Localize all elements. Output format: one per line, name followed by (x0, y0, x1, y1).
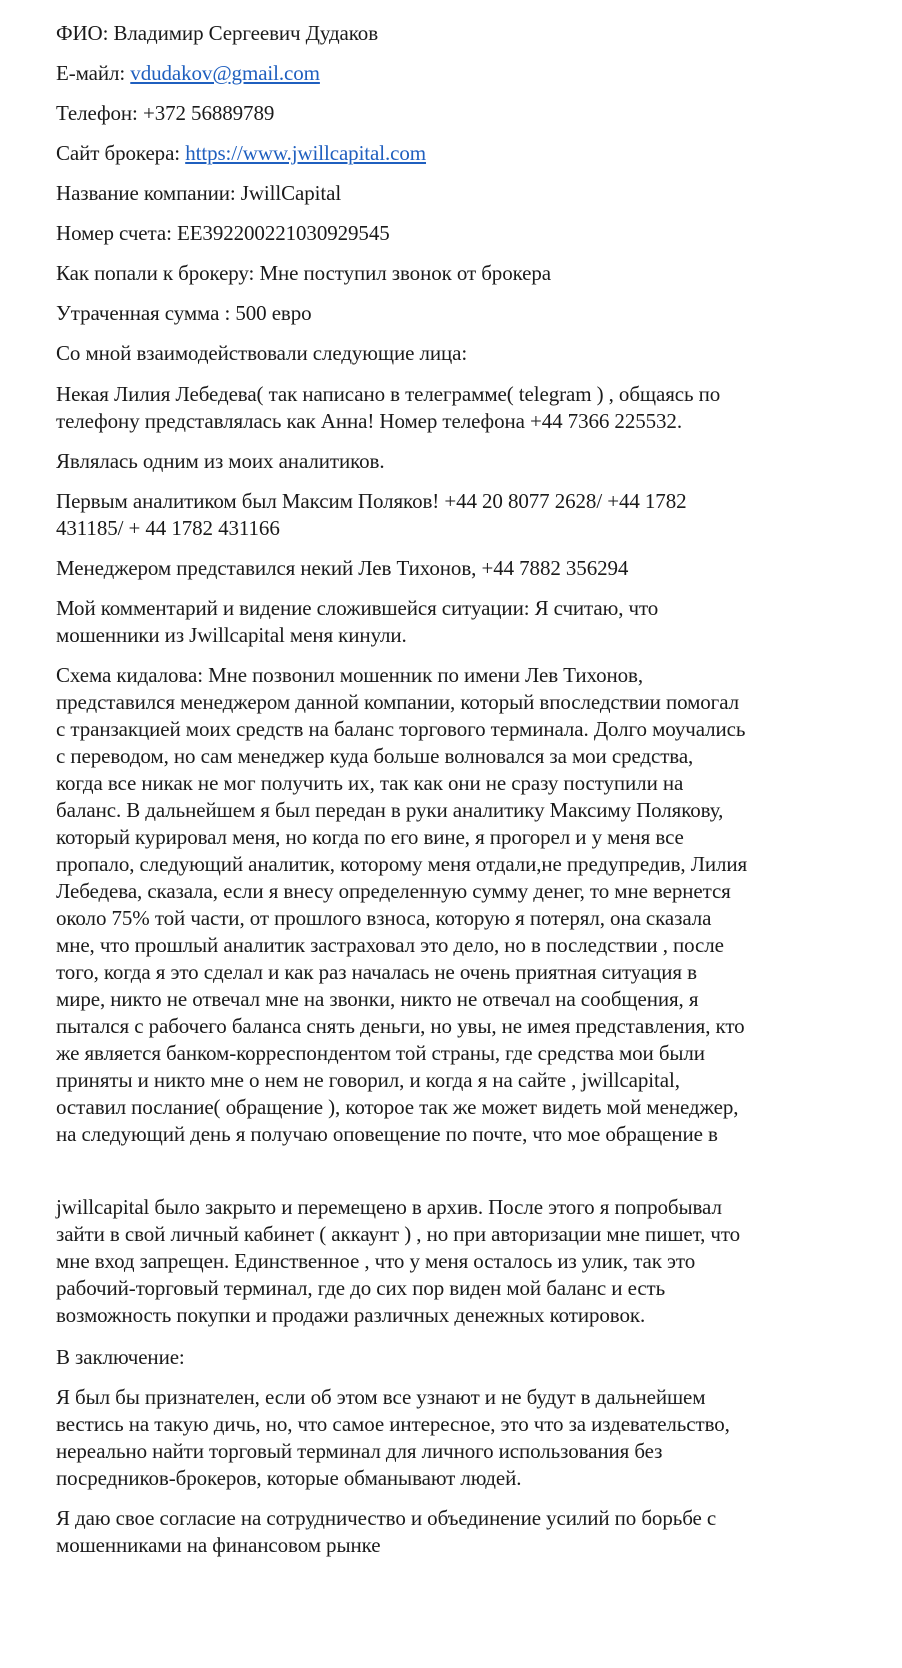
paragraph-line: возможность покупки и продажи различных денежных котировок. (56, 1303, 646, 1327)
field-account (56, 220, 390, 247)
paragraph-conclusion (56, 1384, 730, 1492)
email-link[interactable]: vdudakov@gmail.com (130, 61, 320, 85)
paragraph-line: Первым аналитиком был Максим Поляков! +44 20 8077 2628/ +44 1782 (56, 489, 687, 513)
paragraph-analyst (56, 448, 385, 475)
paragraph-line: представился менеджером данной компании, который впоследствии помогал (56, 690, 739, 714)
field-email-label: Е-майл: (56, 61, 126, 85)
paragraph-line: В заключение: (56, 1345, 185, 1369)
paragraph-line: Мой комментарий и видение сложившейся ситуации: Я считаю, что (56, 596, 659, 620)
field-email (56, 60, 320, 87)
field-how (56, 260, 551, 287)
paragraph-scheme-part1 (56, 662, 747, 1148)
paragraph-line: Лебедева, сказала, если я внесу определенную сумму денег, то мне вернется (56, 879, 731, 903)
conclusion-heading (56, 1344, 185, 1371)
paragraph-line: Я даю свое согласие на сотрудничество и объединение усилий по борьбе с (56, 1506, 717, 1530)
paragraph-line: 431185/ + 44 1782 431166 (56, 516, 280, 540)
paragraph-line: когда все никак не мог получить их, так как они не сразу поступили на (56, 771, 684, 795)
paragraph-line: оставил послание( обращение ), которое так же может видеть мой менеджер, (56, 1095, 739, 1119)
paragraph-line: мошенники из Jwillcapital меня кинули. (56, 623, 407, 647)
field-phone-value: +372 56889789 (142, 101, 275, 125)
paragraph-line: jwillcapital было закрыто и перемещено в архив. После этого я попробывал (56, 1195, 722, 1219)
paragraph-line: мире, никто не отвечал мне на звонки, никто не отвечал на сообщения, я (56, 987, 699, 1011)
field-phone (56, 100, 274, 127)
field-site (56, 140, 426, 167)
paragraph-line: который курировал меня, но когда по его вине, я прогорел и у меня все (56, 825, 684, 849)
paragraph-line: же является банком-корреспондентом той страны, где средства мои были (56, 1041, 705, 1065)
paragraph-line: приняты и никто мне о нем не говорил, и когда я на сайте , jwillcapital, (56, 1068, 680, 1092)
field-lost (56, 300, 312, 327)
field-lost-value: 500 евро (235, 301, 312, 325)
paragraph-line: Менеджером представился некий Лев Тихонов, +44 7882 356294 (56, 556, 629, 580)
paragraph-line: Я был бы признателен, если об этом все узнают и не будут в дальнейшем (56, 1385, 706, 1409)
field-account-label: Номер счета: (56, 221, 172, 245)
paragraph-comment (56, 595, 658, 649)
paragraph-line: мне, что прошлый аналитик застраховал это дело, но в последствии , после (56, 933, 724, 957)
paragraph-line: пропало, следующий аналитик, которому меня отдали,не предупредив, Лилия (56, 852, 748, 876)
paragraph-line: баланс. В дальнейшем я был передан в руки аналитику Максиму Полякову, (56, 798, 724, 822)
paragraph-scheme-part2 (56, 1194, 740, 1329)
paragraph-line: мне вход запрещен. Единственное , что у меня осталось из улик, так это (56, 1249, 696, 1273)
paragraph-line: около 75% той части, от прошлого взноса, которую я потерял, она сказала (56, 906, 712, 930)
paragraph-line: Некая Лилия Лебедева( так написано в телеграмме( telegram ) , общаясь по (56, 382, 721, 406)
paragraph-line: того, когда я это сделал и как раз началась не очень приятная ситуация в (56, 960, 697, 984)
paragraph-manager (56, 555, 628, 582)
field-how-value: Мне поступил звонок от брокера (259, 261, 552, 285)
paragraph-line: рабочий-торговый терминал, где до сих пор виден мой баланс и есть (56, 1276, 666, 1300)
paragraph-line: с транзакцией моих средств на баланс торгового терминала. Долго моучались (56, 717, 746, 741)
field-lost-label: Утраченная сумма : (56, 301, 231, 325)
paragraph-line: посредников-брокеров, которые обманывают людей. (56, 1466, 522, 1490)
paragraph-line: зайти в свой личный кабинет ( аккаунт ) , но при авторизации мне пишет, что (56, 1222, 741, 1246)
paragraph-consent (56, 1505, 716, 1559)
broker-site-link[interactable]: https://www.jwillcapital.com (185, 141, 427, 165)
field-account-value: EE392200221030929545 (176, 221, 390, 245)
paragraph-line: вестись на такую дичь, но, что самое интересное, это что за издевательство, (56, 1412, 730, 1436)
field-how-label: Как попали к брокеру: (56, 261, 255, 285)
field-name-label: ФИО: (56, 21, 109, 45)
field-company (56, 180, 341, 207)
paragraph-line: телефону представлялась как Анна! Номер телефона +44 7366 225532. (56, 409, 682, 433)
field-site-label: Сайт брокера: (56, 141, 181, 165)
paragraph-line: Являлась одним из моих аналитиков. (56, 449, 385, 473)
field-name (56, 20, 378, 47)
field-company-label: Название компании: (56, 181, 236, 205)
field-phone-label: Телефон: (56, 101, 138, 125)
paragraph-line: мошенниками на финансовом рынке (56, 1533, 381, 1557)
paragraph-lilia (56, 381, 720, 435)
interacted-heading: Со мной взаимодействовали следующие лица: (56, 341, 468, 365)
field-name-value: Владимир Сергеевич Дудаков (113, 21, 379, 45)
field-company-value: JwillCapital (240, 181, 342, 205)
paragraph-line: нереально найти торговый терминал для личного использования без (56, 1439, 663, 1463)
paragraph-first-analyst (56, 488, 687, 542)
paragraph-line: с переводом, но сам менеджер куда больше волновался за мои средства, (56, 744, 694, 768)
paragraph-line: Схема кидалова: Мне позвонил мошенник по имени Лев Тихонов, (56, 663, 644, 687)
paragraph-line: пытался с рабочего баланса снять деньги, но увы, не имея представления, кто (56, 1014, 745, 1038)
paragraph-line: на следующий день я получаю оповещение по почте, что мое обращение в (56, 1122, 718, 1146)
